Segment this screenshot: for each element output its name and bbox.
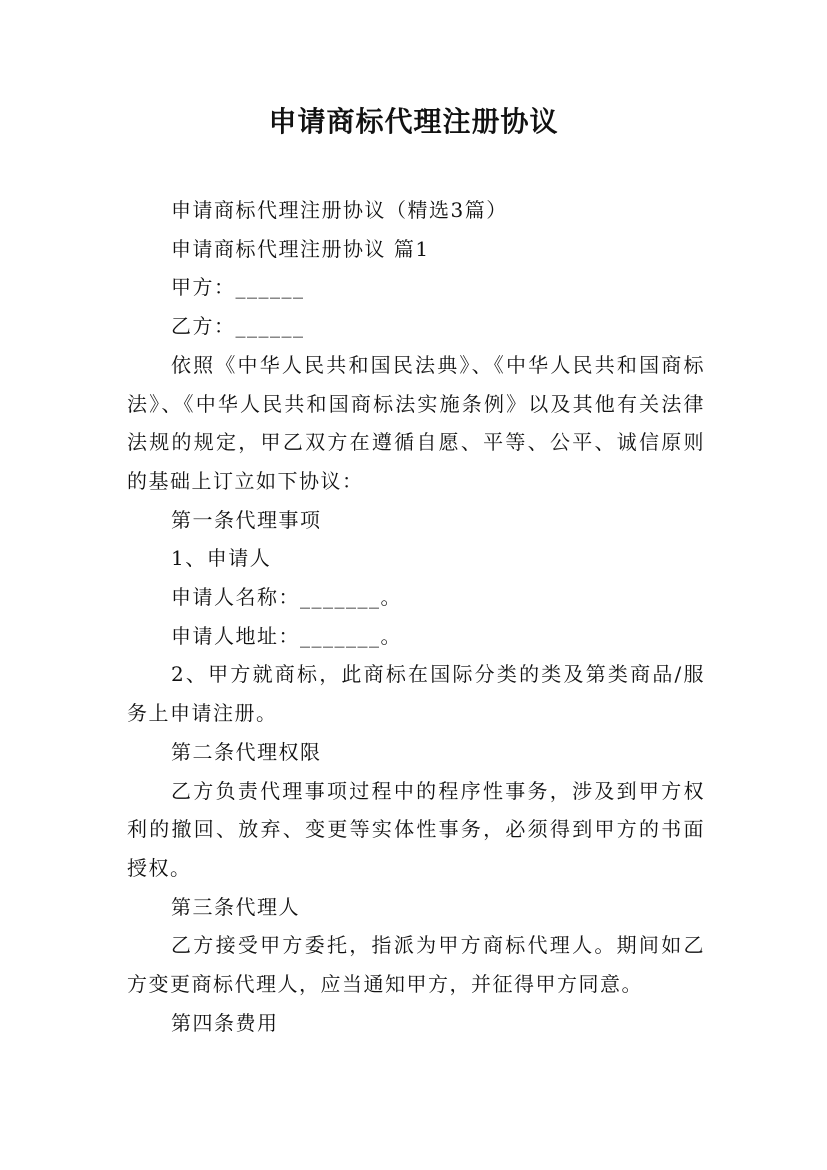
- paragraph-article-1-heading: 第一条代理事项: [171, 507, 322, 532]
- document-title: 申请商标代理注册协议: [268, 105, 559, 138]
- document-body: [127, 191, 705, 1042]
- paragraph-applicant-name: 申请人名称：_______。: [171, 585, 402, 610]
- paragraph-trademark-class: 2、甲方就商标，此商标在国际分类的类及第类商品/服务上申请注册。: [127, 662, 705, 726]
- paragraph-applicant-address: 申请人地址：_______。: [171, 623, 402, 648]
- paragraph-agency-scope: 乙方负责代理事项过程中的程序性事务，涉及到甲方权利的撤回、放弃、变更等实体性事务，必须得到甲方的书面授权。: [127, 778, 705, 880]
- paragraph-agent-assignment: 乙方接受甲方委托，指派为甲方商标代理人。期间如乙方变更商标代理人，应当通知甲方，并征得甲方同意。: [127, 933, 705, 997]
- paragraph-party-a: 甲方：______: [171, 275, 305, 300]
- paragraph-legal-basis: 依照《中华人民共和国民法典》、《中华人民共和国商标法》、《中华人民共和国商标法实施条例》以及其他有关法律法规的规定，甲乙双方在遵循自愿、平等、公平、诚信原则的基础上订立如下协议：: [127, 352, 705, 493]
- paragraph-article-4-heading: 第四条费用: [171, 1010, 279, 1035]
- paragraph-article-3-heading: 第三条代理人: [171, 894, 300, 919]
- paragraph-article-2-heading: 第二条代理权限: [171, 739, 322, 764]
- paragraph-party-b: 乙方：______: [171, 314, 305, 339]
- paragraph-section-heading: 申请商标代理注册协议 篇1: [171, 236, 430, 261]
- paragraph-applicant: 1、申请人: [171, 546, 272, 571]
- paragraph-subtitle: 申请商标代理注册协议（精选3篇）: [171, 198, 508, 222]
